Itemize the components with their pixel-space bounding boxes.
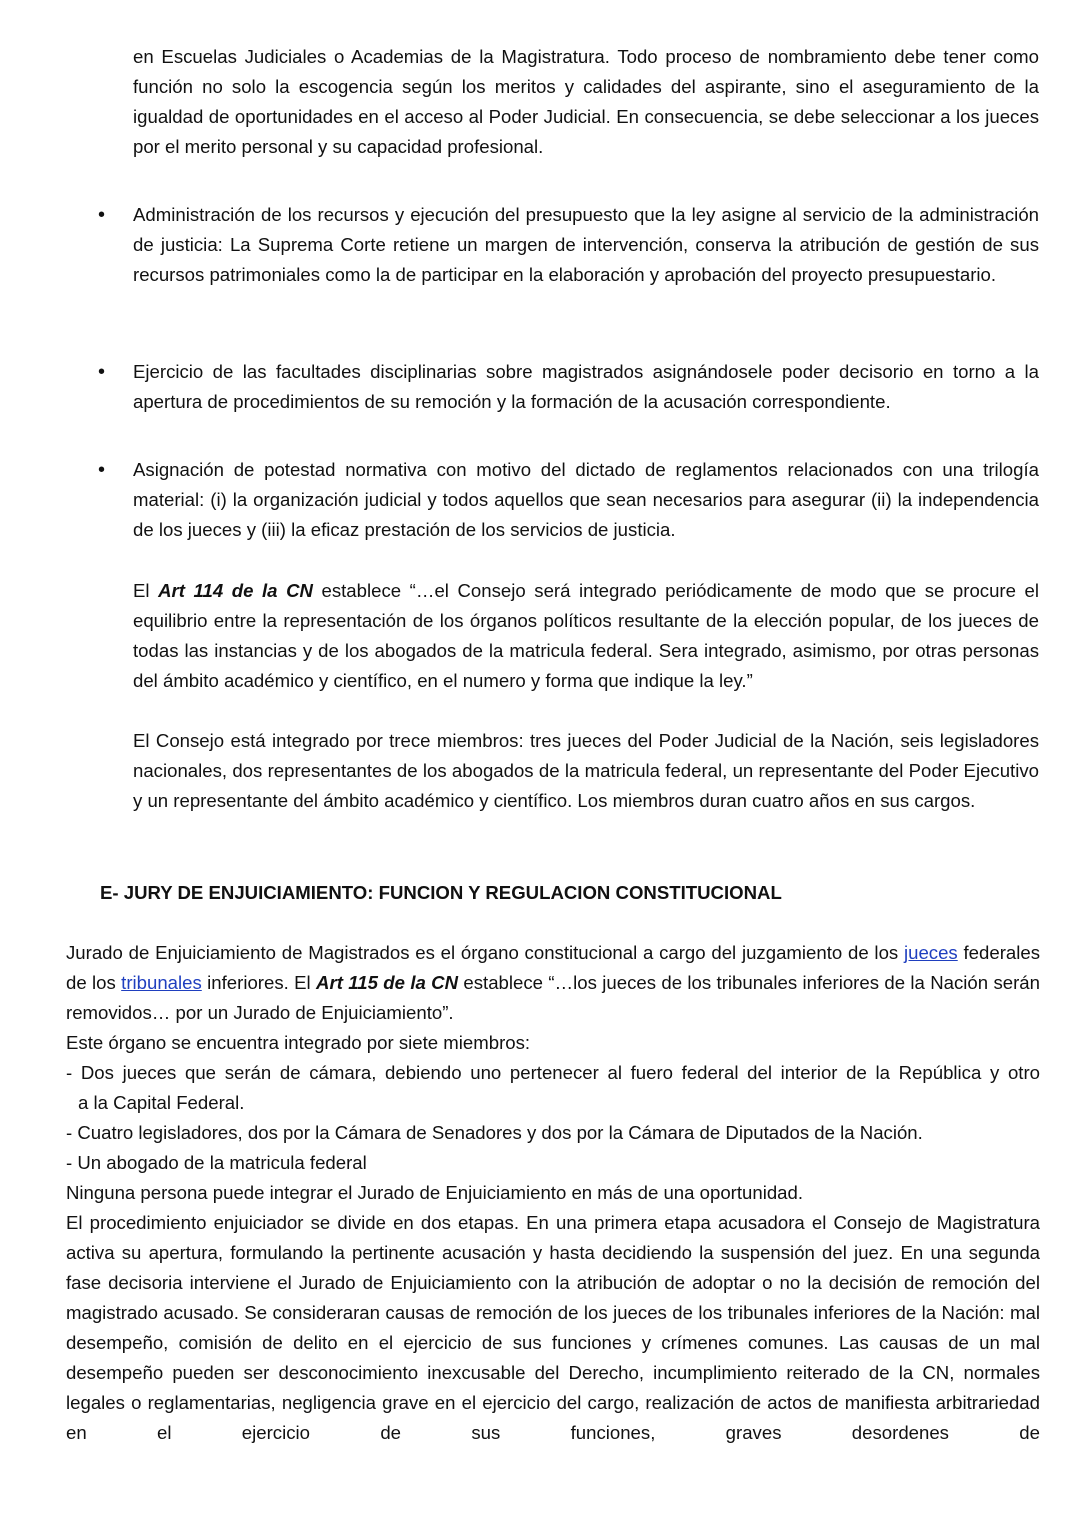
bullet-marker: •	[98, 361, 106, 383]
section-heading: E- JURY DE ENJUICIAMIENTO: FUNCION Y REGULACION CONSTITUCIONAL	[100, 882, 782, 903]
paragraph-intro: en Escuelas Judiciales o Academias de la Magistratura. Todo proceso de nombramiento debe tener como función no solo la escogencia según los meritos y calidades del aspirante, sino el aseguramiento de la igualdad de oportunidades en el acceso al Poder Judicial. En consecuencia, se debe seleccionar a los jueces por el merito personal y su capacidad profesional.	[133, 46, 1039, 157]
bullet-item-presupuesto: Administración de los recursos y ejecución del presupuesto que la ley asigne al servicio de la administración de justicia: La Suprema Corte retiene un margen de intervención, conserva la atribución de gestión de sus recursos patrimoniales como la de participar en la elaboración y aprobación del proyecto presupuestario.	[133, 204, 1039, 285]
paragraph-procedimiento: El procedimiento enjuiciador se divide en dos etapas. En una primera etapa acusadora el Consejo de Magistratura activa su apertura, formulando la pertinente acusación y hasta decidiendo la suspensión del juez. En una segunda fase decisoria interviene el Jurado de Enjuiciamiento con la atribución de adoptar o no la decisión de remoción del magistrado acusado. Se consideraran causas de remoción de los jueces de los tribunales inferiores de la Nación: mal desempeño, comisión de delito en el ejercicio de sus funciones y crímenes comunes. Las causas de un mal desempeño pueden ser desconocimiento inexcusable del Derecho, incumplimiento reiterado de la CN, normales legales o reglamentarias, negligencia grave en el ejercicio del cargo, realización de actos de manifiesta arbitrariedad en el ejercicio de sus funciones, graves desordenes de	[66, 1212, 1040, 1443]
list-item: - Un abogado de la matricula federal	[66, 1152, 367, 1173]
list-closing: Ninguna persona puede integrar el Jurado de Enjuiciamiento en más de una oportunidad.	[66, 1182, 804, 1203]
bullet-item-disciplinarias: Ejercicio de las facultades disciplinarias sobre magistrados asignándosele poder decisorio en torno a la apertura de procedimientos de su remoción y la formación de la acusación correspondiente.	[133, 361, 1039, 412]
bullet-marker: •	[98, 204, 106, 226]
article-reference: Art 114 de la CN	[158, 580, 313, 601]
bullet-marker: •	[98, 459, 106, 481]
article-reference: Art 115 de la CN	[316, 972, 459, 993]
paragraph-consejo: El Consejo está integrado por trece miembros: tres jueces del Poder Judicial de la Nación, seis legisladores nacionales, dos representantes de los abogados de la matricula federal, un representante del Poder Ejecutivo y un representante del ámbito académico y científico. Los miembros duran cuatro años en sus cargos.	[133, 730, 1039, 811]
paragraph-jurado: Jurado de Enjuiciamiento de Magistrados es el órgano constitucional a cargo del juzgamiento de los jueces federales de los tribunales inferiores. El Art 115 de la CN establece “…los jueces de los tribunales inferiores de la Nación serán removidos… por un Jurado de Enjuiciamiento”.	[66, 942, 1040, 1023]
members-list	[66, 1028, 1040, 1208]
link-jueces[interactable]: jueces	[903, 942, 958, 963]
bullet-item-potestad: Asignación de potestad normativa con motivo del dictado de reglamentos relacionados con una trilogía material: (i) la organización judicial y todos aquellos que sean necesarios para asegurar (ii) la independencia de los jueces y (iii) la eficaz prestación de los servicios de justicia.	[133, 459, 1039, 540]
paragraph-art114: El Art 114 de la CN establece “…el Consejo será integrado periódicamente de modo que se procure el equilibrio entre la representación de los órganos políticos resultante de la elección popular, de los jueces de todas las instancias y de los abogados de la matricula federal. Sera integrado, asimismo, por otras personas del ámbito académico y científico, en el numero y forma que indique la ley.”	[133, 580, 1039, 691]
list-item-continuation: a la Capital Federal.	[78, 1092, 245, 1113]
link-tribunales[interactable]: tribunales	[121, 972, 202, 993]
list-item: - Dos jueces que serán de cámara, debiendo uno pertenecer al fuero federal del interior de la República y otro	[66, 1062, 1040, 1083]
list-intro: Este órgano se encuentra integrado por siete miembros:	[66, 1032, 531, 1053]
list-item: - Cuatro legisladores, dos por la Cámara de Senadores y dos por la Cámara de Diputados de la Nación.	[66, 1122, 923, 1143]
